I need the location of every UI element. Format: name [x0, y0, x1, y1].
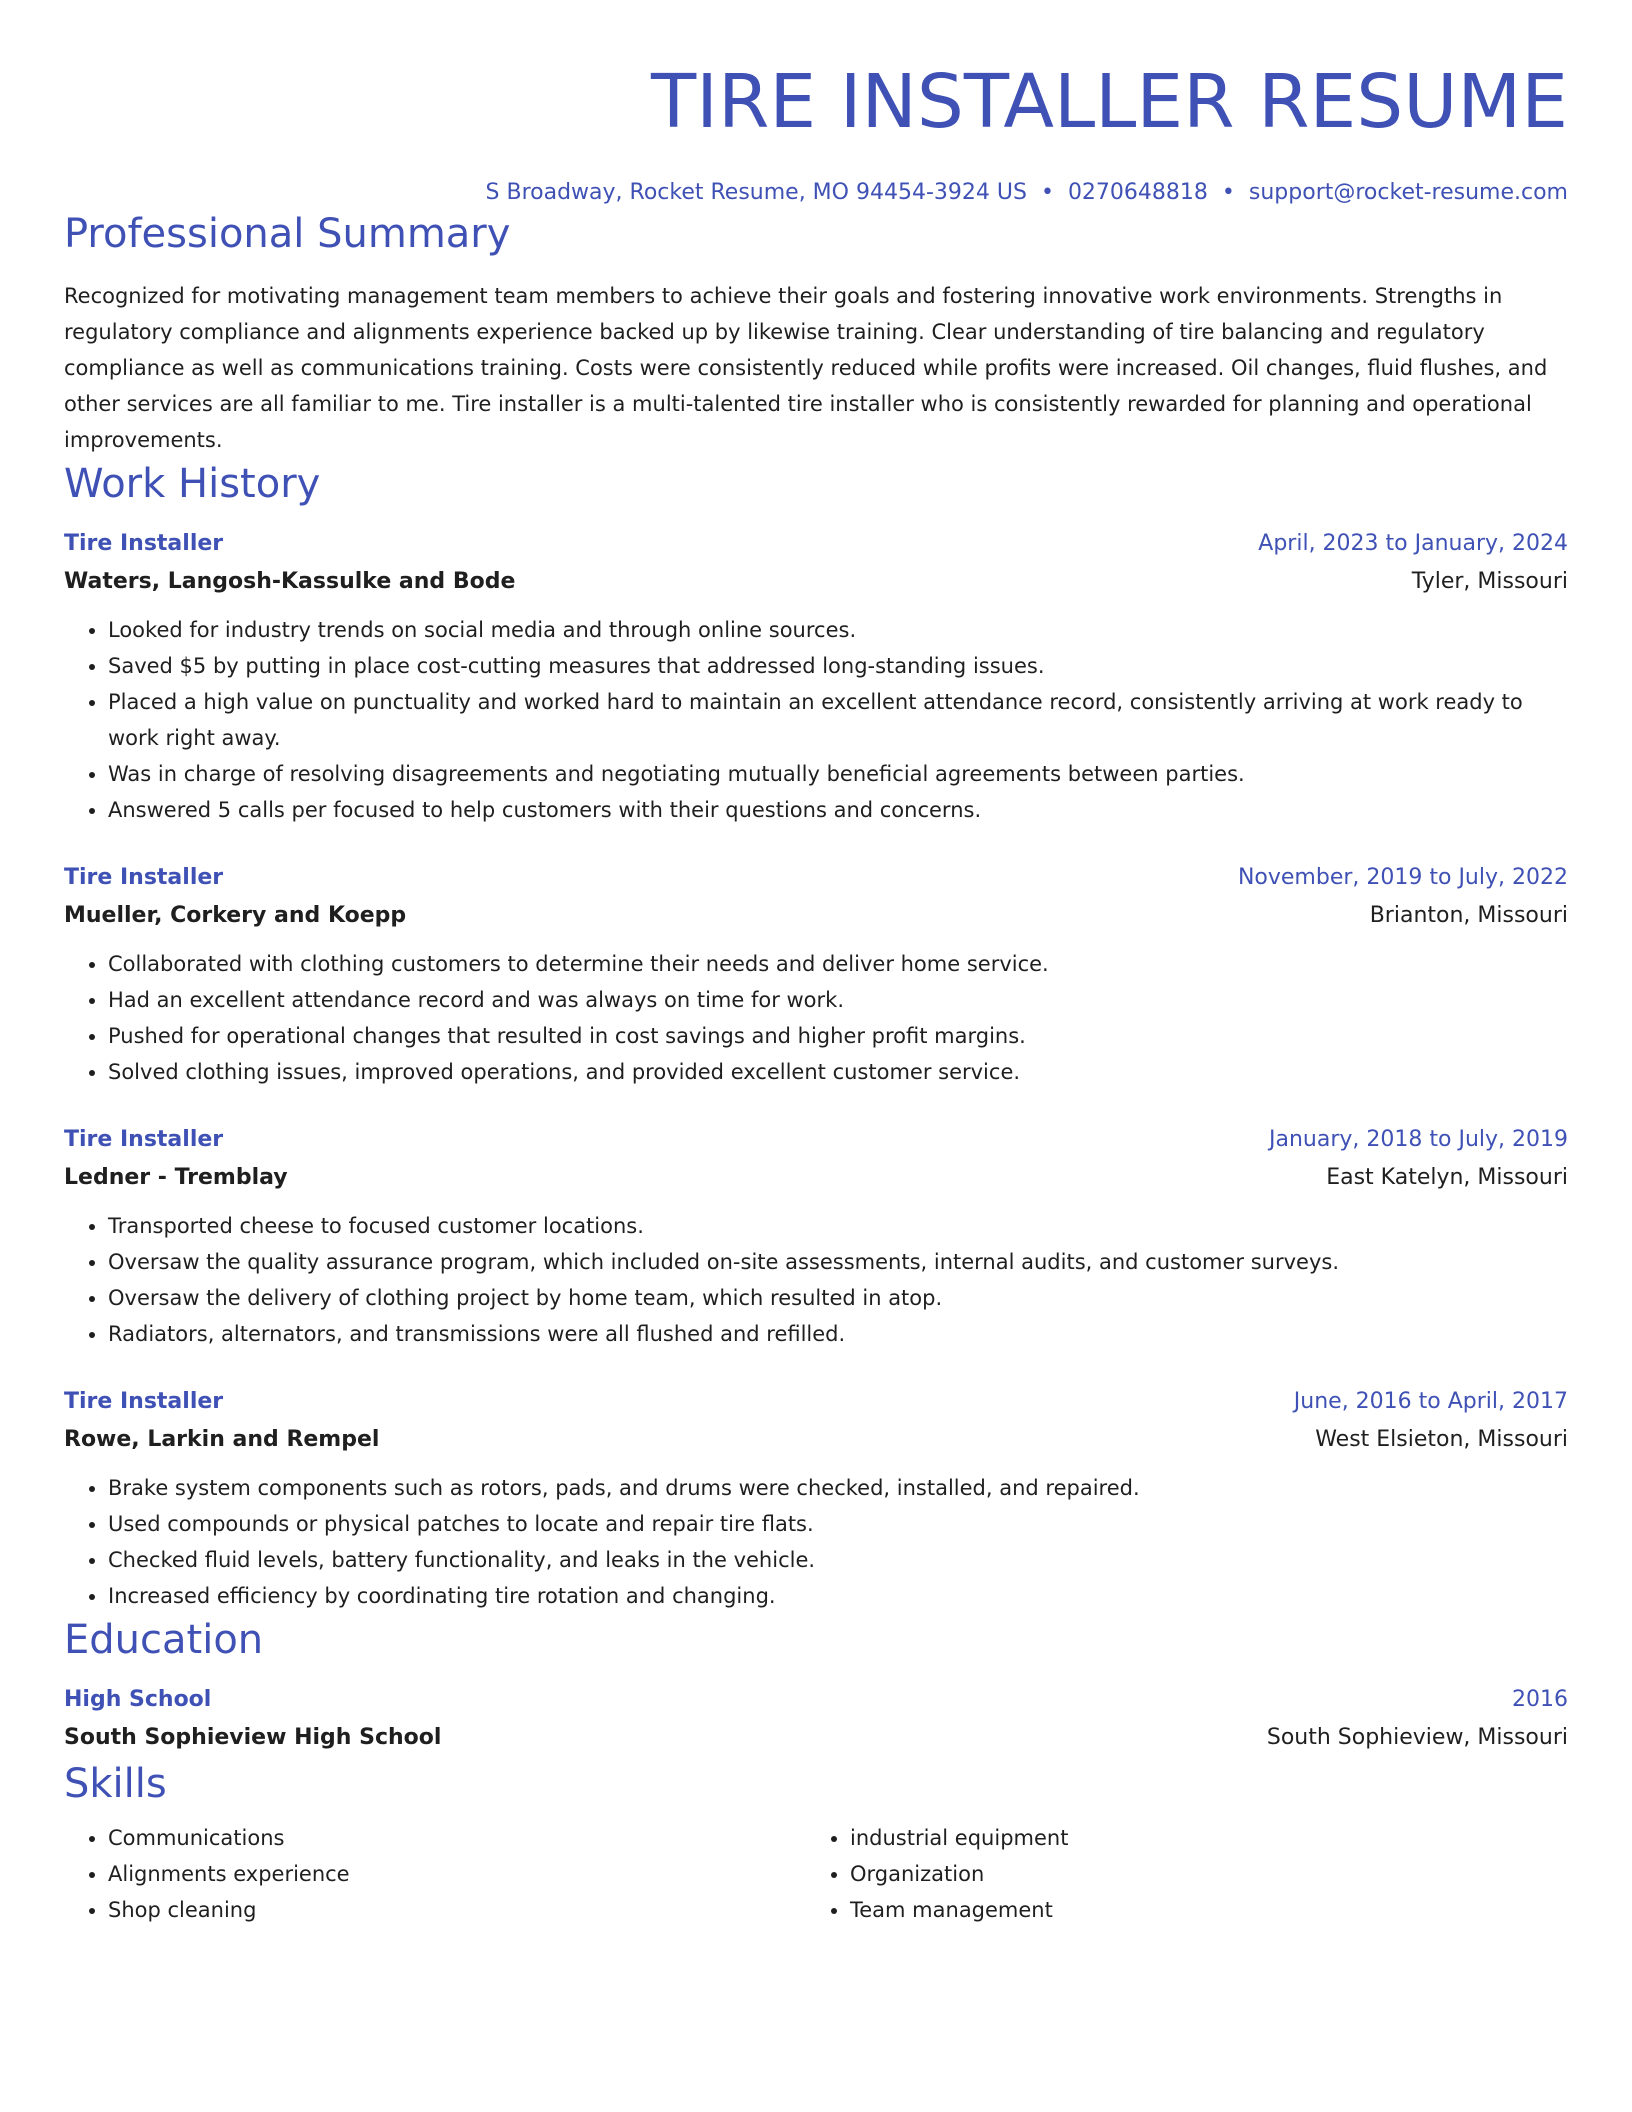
job-dates: June, 2016 to April, 2017 [1293, 1389, 1568, 1414]
contact-email[interactable]: support@rocket-resume.com [1248, 180, 1568, 205]
job-bullet: • Oversaw the delivery of clothing project by home team, which resulted in atop. [108, 1280, 1568, 1316]
contact-line [64, 178, 1568, 208]
job-bullet: • Placed a high value on punctuality and worked hard to maintain an excellent attendance record, consistently arriving at work ready to work right away. [108, 684, 1568, 756]
skill-item: • industrial equipment [850, 1820, 1548, 1856]
job-bullet: • Radiators, alternators, and transmissions were all flushed and refilled. [108, 1316, 1568, 1352]
job-dates: January, 2018 to July, 2019 [1269, 1127, 1568, 1152]
education-heading: Education [64, 1617, 264, 1663]
education-location: South Sophieview, Missouri [1266, 1725, 1568, 1750]
job-bullet: • Collaborated with clothing customers to determine their needs and deliver home service. [108, 946, 1568, 982]
job-bullet: • Had an excellent attendance record and was always on time for work. [108, 982, 1568, 1018]
job-role: Tire Installer [64, 865, 224, 890]
summary-text: Recognized for motivating management team members to achieve their goals and fostering innovative work environments. Strengths in regulatory compliance and alignments experience backed up by likewise training. Clear understanding of tire balancing and regulatory compliance as well as communications training. Costs were consistently reduced while profits were increased. Oil changes, fluid flushes, and other services are all familiar to me. Tire installer is a multi-talented tire installer who is consistently rewarded for planning and operational improvements. [64, 284, 1548, 452]
job-bullet: • Pushed for operational changes that resulted in cost savings and higher profit margins. [108, 1018, 1568, 1054]
job-bullet: • Transported cheese to focused customer locations. [108, 1208, 1568, 1244]
job-bullets [64, 1470, 1568, 1614]
job-location: Tyler, Missouri [1411, 569, 1568, 594]
skill-item: • Team management [850, 1892, 1548, 1928]
job-bullets [64, 612, 1568, 828]
job-location: West Elsieton, Missouri [1315, 1427, 1568, 1452]
job-location: Brianton, Missouri [1369, 903, 1568, 928]
summary-heading: Professional Summary [64, 211, 511, 257]
skill-item: • Alignments experience [108, 1856, 806, 1892]
job-company: Mueller, Corkery and Koepp [64, 903, 407, 928]
skills-column-left [64, 1820, 806, 1928]
job-role: Tire Installer [64, 1127, 224, 1152]
job-bullet: • Looked for industry trends on social media and through online sources. [108, 612, 1568, 648]
skill-item: • Shop cleaning [108, 1892, 806, 1928]
job-location: East Katelyn, Missouri [1326, 1165, 1568, 1190]
job-bullet: • Brake system components such as rotors, pads, and drums were checked, installed, and repaired. [108, 1470, 1568, 1506]
resume-title: TIRE INSTALLER RESUME [650, 59, 1568, 145]
education-school: South Sophieview High School [64, 1725, 442, 1750]
job-bullet: • Oversaw the quality assurance program, which included on-site assessments, internal audits, and customer surveys. [108, 1244, 1568, 1280]
skills-column-right [806, 1820, 1548, 1928]
job-bullet: • Answered 5 calls per focused to help customers with their questions and concerns. [108, 792, 1568, 828]
skill-item: • Communications [108, 1820, 806, 1856]
contact-separator: • [1221, 180, 1235, 205]
job-entry [64, 526, 1568, 828]
job-dates: April, 2023 to January, 2024 [1258, 531, 1568, 556]
education-degree: High School [64, 1687, 212, 1712]
job-bullet: • Used compounds or physical patches to locate and repair tire flats. [108, 1506, 1568, 1542]
skill-item: • Organization [850, 1856, 1548, 1892]
job-entry [64, 860, 1568, 1090]
job-entry [64, 1122, 1568, 1352]
job-company: Rowe, Larkin and Rempel [64, 1427, 380, 1452]
job-bullet: • Solved clothing issues, improved operations, and provided excellent customer service. [108, 1054, 1568, 1090]
job-bullet: • Checked fluid levels, battery functionality, and leaks in the vehicle. [108, 1542, 1568, 1578]
education-year: 2016 [1512, 1687, 1568, 1712]
education-entry [64, 1682, 1568, 1758]
contact-phone: 0270648818 [1067, 180, 1208, 205]
job-bullets [64, 946, 1568, 1090]
job-bullets [64, 1208, 1568, 1352]
contact-address: S Broadway, Rocket Resume, MO 94454-3924 US [485, 180, 1027, 205]
skills-heading: Skills [64, 1761, 167, 1807]
work-history-heading: Work History [64, 461, 321, 507]
job-company: Ledner - Tremblay [64, 1165, 288, 1190]
contact-separator: • [1040, 180, 1054, 205]
skills-list [64, 1820, 1568, 1928]
job-role: Tire Installer [64, 1389, 224, 1414]
job-entry [64, 1384, 1568, 1614]
job-bullet: • Was in charge of resolving disagreements and negotiating mutually beneficial agreements between parties. [108, 756, 1568, 792]
job-bullet: • Increased efficiency by coordinating tire rotation and changing. [108, 1578, 1568, 1614]
job-dates: November, 2019 to July, 2022 [1237, 865, 1568, 890]
job-bullet: • Saved $5 by putting in place cost-cutting measures that addressed long-standing issues. [108, 648, 1568, 684]
job-company: Waters, Langosh-Kassulke and Bode [64, 569, 516, 594]
job-role: Tire Installer [64, 531, 224, 556]
